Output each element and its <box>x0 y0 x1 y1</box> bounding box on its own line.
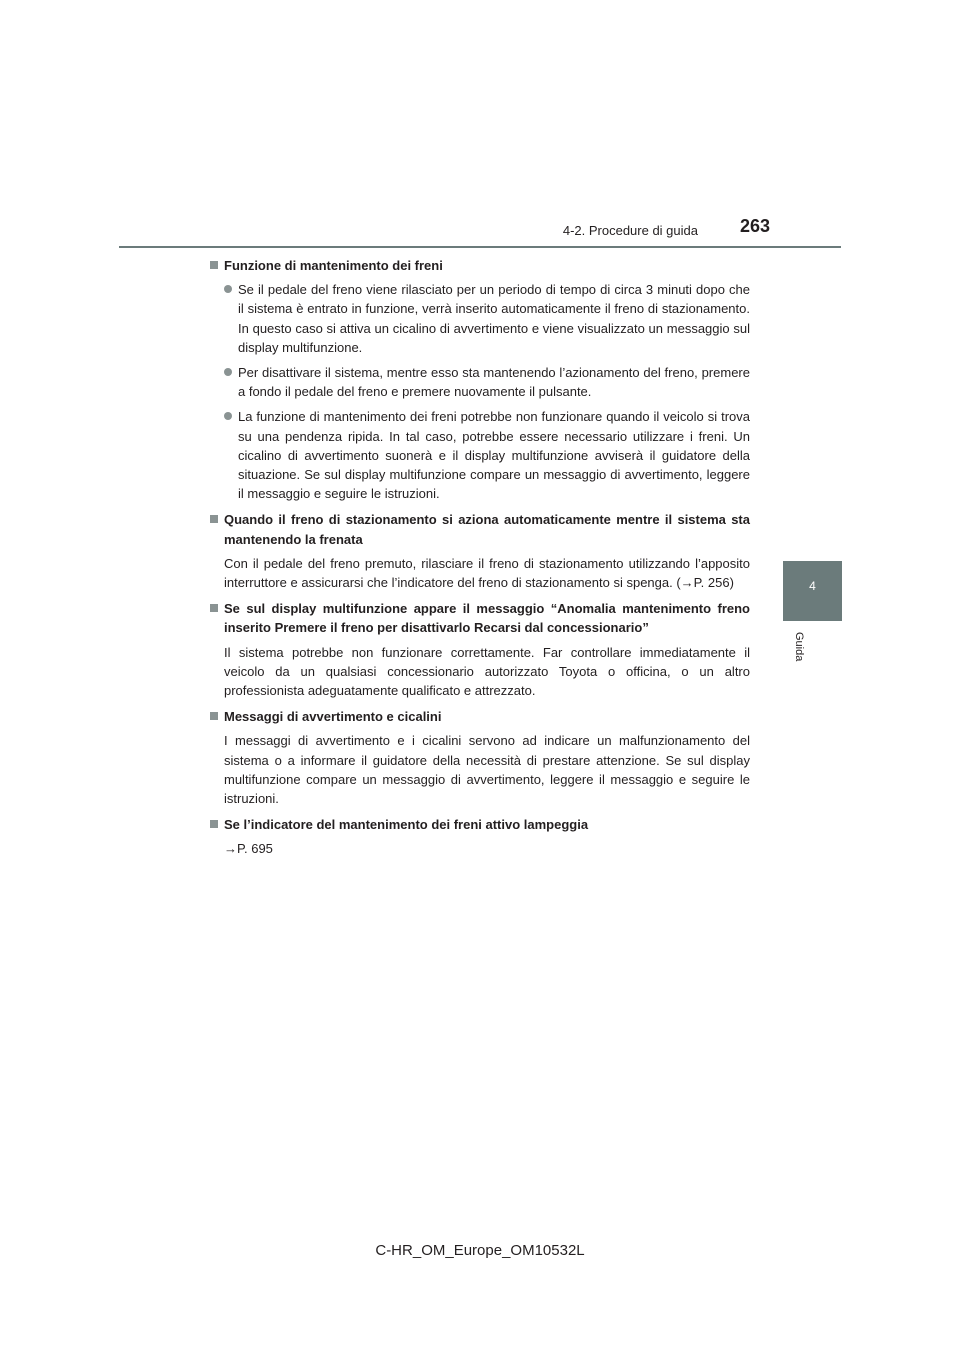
chapter-tab <box>783 561 842 621</box>
section-heading <box>209 510 750 548</box>
heading-text: Messaggi di avvertimento e cicalini <box>224 709 442 725</box>
round-bullet-icon <box>224 285 232 293</box>
round-bullet-icon <box>224 368 232 376</box>
section-heading <box>209 815 750 834</box>
round-bullet-icon <box>224 412 232 420</box>
document-code: C-HR_OM_Europe_OM10532L <box>375 1242 585 1259</box>
list-item-text: Se il pedale del freno viene rilasciato per un periodo di tempo di circa 3 minuti dopo che il sistema è entrato in funzione, verrà inserito automaticamente il freno di stazionamento. In questo caso si attiva un cicalino di avvertimento e viene visualizzato un messaggio sul display multifunzione. <box>238 282 750 355</box>
section-body: Il sistema potrebbe non funzionare correttamente. Far controllare immediatamente il veicolo da un qualsiasi concessionario autorizzato Toyota o officina, o un altro professionista adeguatamente qualificato e attrezzato. <box>224 644 750 699</box>
square-bullet-icon <box>210 261 218 269</box>
square-bullet-icon <box>210 712 218 720</box>
list-item <box>209 280 750 357</box>
heading-text: Funzione di mantenimento dei freni <box>224 258 443 273</box>
section-title: 4-2. Procedure di guida <box>562 223 698 238</box>
section-body: Con il pedale del freno premuto, rilasciare il freno di stazionamento utilizzando l’apposito interruttore e assicurarsi che l’indicatore del freno di stazionamento si spenga. (→P. 256) <box>224 555 750 591</box>
chapter-label: Guida <box>793 632 805 662</box>
chapter-number: 4 <box>809 579 816 593</box>
heading-text: Quando il freno di stazionamento si aziona automaticamente mentre il sistema sta mantenendo la frenata <box>224 512 750 547</box>
page-number: 263 <box>740 216 771 236</box>
list-item-text: La funzione di mantenimento dei freni potrebbe non funzionare quando il veicolo si trova su una pendenza ripida. In tal caso, potrebbe essere necessario utilizzare i freni. Un cicalino di avvertimento suonerà e il display multifunzione avviserà il guidatore della situazione. Se sul display multifunzione compare un messaggio di avvertimento, leggere il messaggio e seguire le istruzioni. <box>238 409 750 502</box>
heading-text: Se sul display multifunzione appare il messaggio “Anomalia mantenimento freno inserito Premere il freno per disattivarlo Recarsi dal concessionario” <box>224 601 750 636</box>
heading-text: Se l’indicatore del mantenimento dei freni attivo lampeggia <box>224 817 589 833</box>
square-bullet-icon <box>210 820 218 828</box>
header-divider <box>119 246 841 248</box>
list-item-text: Per disattivare il sistema, mentre esso sta mantenendo l’azionamento del freno, premere a fondo il pedale del freno e premere nuovamente il pulsante. <box>238 365 750 400</box>
section-heading <box>209 707 750 726</box>
square-bullet-icon <box>210 515 218 523</box>
main-content <box>209 256 750 866</box>
section-body: I messaggi di avvertimento e i cicalini servono ad indicare un malfunzionamento del sistema o a informare il guidatore della necessità di prestare attenzione. Se sul display multifunzione compare un messaggio di avvertimento, leggere il messaggio e seguire le istruzioni. <box>224 733 750 807</box>
square-bullet-icon <box>210 604 218 612</box>
list-item <box>209 407 750 503</box>
page-reference: →P. 695 <box>224 841 273 857</box>
section-heading <box>209 256 750 275</box>
section-heading <box>209 599 750 637</box>
list-item <box>209 363 750 401</box>
